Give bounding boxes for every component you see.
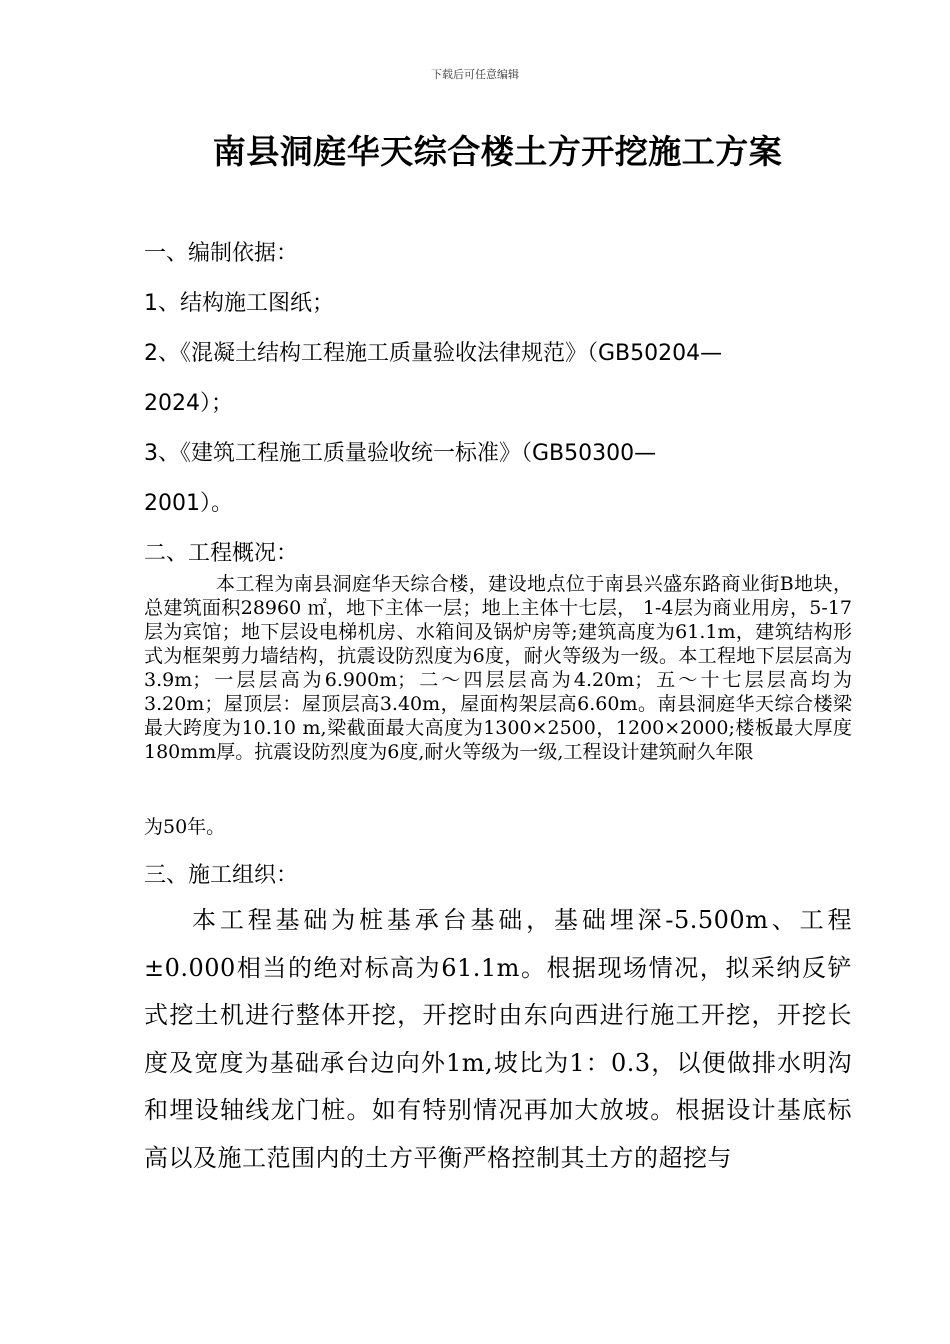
- section2-paragraph: 本工程为南县洞庭华天综合楼，建设地点位于南县兴盛东路商业街B地块，总建筑面积28960 ㎡，地下主体一层；地上主体十七层， 1-4层为商业用房，5-17层为宾馆；地下层设电梯机房、水箱间及锅炉房等;建筑高度为61.1m，建筑结构形式为框架剪力墙结构，抗震设防烈度为6度，耐火等级为一级。本工程地下层层高为3.9m；一层层高为6.900m；二～四层层高为4.20m；五～十七层层高均为3.20m；屋顶层：屋顶层高3.40m，屋面构架层高6.60m。南县洞庭华天综合楼梁最大跨度为10.10 m,梁截面最大高度为1300×2500，1200×2000;楼板最大厚度180mm厚。抗震设防烈度为6度,耐火等级为一级,工程设计建筑耐久年限: [144, 573, 852, 763]
- section3-heading: 三、施工组织：: [144, 863, 299, 888]
- section1-item-3: 3、《建筑工程施工质量验收统一标准》（GB50300—: [144, 441, 657, 466]
- section1-item-2-cont: 2024）；: [144, 391, 233, 416]
- header-note: 下载后可任意编辑: [431, 68, 519, 81]
- section3-paragraph: 本工程基础为桩基承台基础，基础埋深-5.500m、工程±0.000相当的绝对标高为61.1m。根据现场情况，拟采纳反铲式挖土机进行整体开挖，开挖时由东向西进行施工开挖，开挖长度及宽度为基础承台边向外1m,坡比为1：0.3，以便做排水明沟和埋设轴线龙门桩。如有特别情况再加大放坡。根据设计基底标高以及施工范围内的土方平衡严格控制其土方的超挖与: [144, 906, 852, 1172]
- section1-item-1: 1、结构施工图纸；: [144, 291, 334, 316]
- section1-item-2: 2、《混凝土结构工程施工质量验收法律规范》（GB50204—: [144, 341, 723, 366]
- section2-heading: 二、工程概况：: [144, 541, 299, 566]
- document-title: 南县洞庭华天综合楼土方开挖施工方案: [212, 132, 783, 171]
- section2-paragraph-tail: 为50年。: [144, 816, 226, 838]
- section1-heading: 一、编制依据：: [144, 241, 299, 266]
- section1-item-3-cont: 2001）。: [144, 491, 233, 516]
